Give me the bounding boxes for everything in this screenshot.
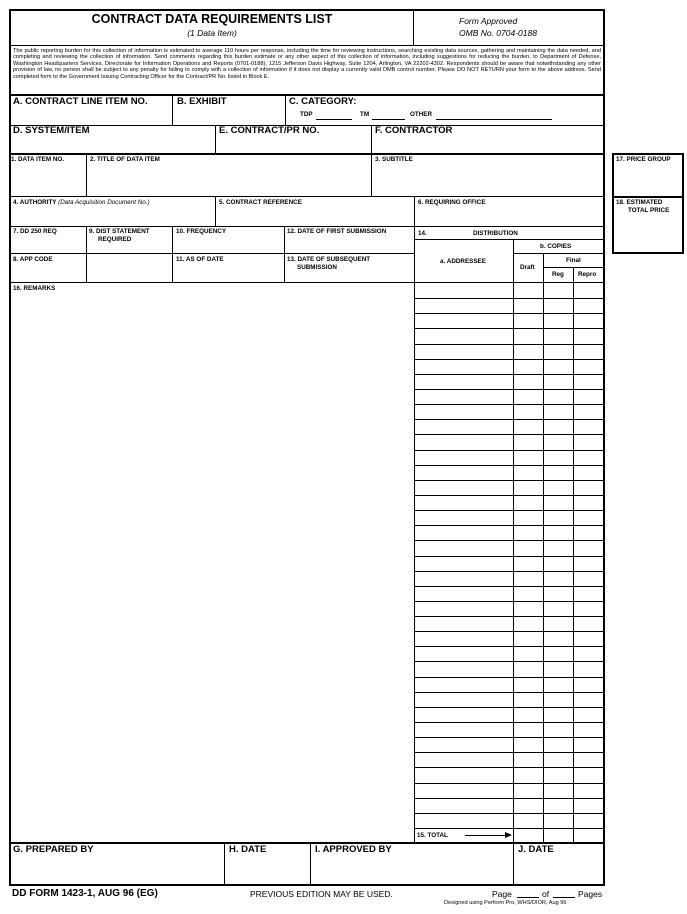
block-a-label: A. CONTRACT LINE ITEM NO. xyxy=(13,96,148,107)
block-h-label: H. DATE xyxy=(229,844,267,855)
designed-note: Designed using Perform Pro, WHS/DIOR, Aug 96 xyxy=(444,900,567,906)
distribution-row xyxy=(414,359,603,360)
distribution-row xyxy=(414,298,603,299)
requiring-office-input[interactable] xyxy=(417,210,605,224)
category-other-label: OTHER xyxy=(410,111,433,118)
data-item-title-input[interactable] xyxy=(89,172,373,192)
row-def-bottom xyxy=(9,153,605,155)
side-bottom xyxy=(612,252,684,254)
block-4-label: 4. AUTHORITY (Data Acquisition Document No.) xyxy=(13,199,150,206)
block-f-label: F. CONTRACTOR xyxy=(375,125,453,136)
remarks-right-border xyxy=(414,226,415,842)
frequency-input[interactable] xyxy=(175,238,286,252)
distribution-row xyxy=(414,419,603,420)
distribution-row xyxy=(414,586,603,587)
prepared-by-input[interactable] xyxy=(12,860,224,880)
copies-bottom xyxy=(513,253,604,254)
final-header: Final xyxy=(566,257,581,264)
block-i-label: I. APPROVED BY xyxy=(315,844,392,855)
distribution-row xyxy=(414,434,603,435)
burden-notice: The public reporting burden for this collection of information is estimated to average 110 hours per response, including the time for reviewing instructions, searching existing data sources, gathering and maintaining the data needed, and completing and reviewing the collection of information. Send comments regarding this burden estimate or any other aspect of this collection of information, including suggestions for reducing the burden, to Department of Defense, Washington Headquarters Services, Directorate for Information Operations and Reports (0701-0188), 1215 Jefferson Davis Highway, Suite 1204, Arlington, VA 22202-4302. Respondents should be aware that notwithstanding any other provision of law, no person shall be subject to any penalty for failing to comply with a collection of information if it does not display a currently valid OMB control number. Please DO NOT RETURN your form to the above address. Send completed form to the Government Issuing Contracting Officer for the Contract/PR No. listed in Block E. xyxy=(13,48,601,80)
system-item-input[interactable] xyxy=(12,138,216,152)
distribution-row xyxy=(414,556,603,557)
distribution-row xyxy=(414,828,603,829)
distribution-row xyxy=(414,707,603,708)
distribution-row xyxy=(414,540,603,541)
form-subtitle: (1 Data Item) xyxy=(187,28,237,38)
distribution-row xyxy=(414,465,603,466)
block-9-label-2: REQUIRED xyxy=(98,236,132,243)
approved-by-input[interactable] xyxy=(314,860,514,880)
distribution-row xyxy=(414,601,603,602)
distribution-row xyxy=(414,737,603,738)
block-1-label: 1. DATA ITEM NO. xyxy=(11,156,65,163)
header-bottom xyxy=(9,45,605,46)
row-123-bottom xyxy=(9,196,605,197)
divider-gh xyxy=(224,843,225,885)
block-18-label-1: 18. ESTIMATED xyxy=(616,199,663,206)
remarks-bottom xyxy=(9,842,605,844)
distribution-row xyxy=(414,495,603,496)
block-12-label: 12. DATE OF FIRST SUBMISSION xyxy=(287,228,387,235)
block-b-label: B. EXHIBIT xyxy=(177,96,227,107)
row-456-bottom xyxy=(9,226,605,227)
distribution-row xyxy=(414,450,603,451)
repro-header: Repro xyxy=(578,271,597,278)
pages-label: Pages xyxy=(578,889,603,899)
page-total-field[interactable] xyxy=(553,889,575,898)
contract-reference-input[interactable] xyxy=(218,210,416,224)
distribution-row xyxy=(414,374,603,375)
form-approved: Form Approved xyxy=(459,16,518,26)
contract-line-item-input[interactable] xyxy=(12,108,174,122)
form-title: CONTRACT DATA REQUIREMENTS LIST xyxy=(91,12,333,26)
divider-hi xyxy=(310,843,311,885)
distribution-row xyxy=(414,767,603,768)
divider-23 xyxy=(371,154,372,196)
page-label: Page xyxy=(492,889,512,899)
dd250-req-input[interactable] xyxy=(12,238,88,252)
distribution-row xyxy=(414,344,603,345)
block-5-label: 5. CONTRACT REFERENCE xyxy=(219,199,302,206)
category-tm-label: TM xyxy=(360,111,370,118)
side-left xyxy=(612,153,614,254)
distribution-row xyxy=(414,389,603,390)
approved-date-input[interactable] xyxy=(517,860,605,880)
divider-ij xyxy=(513,843,514,885)
distribution-row xyxy=(414,798,603,799)
divider-45 xyxy=(215,196,216,226)
frame-bottom xyxy=(9,884,605,886)
row-7-bottom xyxy=(9,253,415,254)
distribution-row xyxy=(414,661,603,662)
side-middle xyxy=(612,196,684,198)
as-of-date-input[interactable] xyxy=(175,266,286,280)
block-e-label: E. CONTRACT/PR NO. xyxy=(219,125,320,136)
block-6-label: 6. REQUIRING OFFICE xyxy=(418,199,486,206)
category-tm-field[interactable] xyxy=(372,111,405,120)
distribution-row xyxy=(414,571,603,572)
side-top xyxy=(612,153,684,155)
contractor-input[interactable] xyxy=(374,138,606,152)
distribution-row xyxy=(414,677,603,678)
block-14-label: 14. xyxy=(418,230,427,237)
distribution-row xyxy=(414,328,603,329)
price-group-input[interactable] xyxy=(615,170,684,192)
distribution-title: DISTRIBUTION xyxy=(473,230,518,237)
frame-left xyxy=(9,9,11,886)
block-7-label: 7. DD 250 REQ xyxy=(13,228,57,235)
copies-header: b. COPIES xyxy=(540,243,572,250)
block-g-label: G. PREPARED BY xyxy=(13,844,94,855)
authority-input[interactable] xyxy=(12,210,216,224)
divider-de xyxy=(215,125,216,153)
block-c-label: C. CATEGORY: xyxy=(289,96,357,107)
dist-col-2 xyxy=(543,253,544,842)
category-tdp-field[interactable] xyxy=(316,111,352,120)
block-17-label: 17. PRICE GROUP xyxy=(616,156,671,163)
block-9-label-1: 9. DIST STATEMENT xyxy=(89,228,150,235)
block-15-label: 15. TOTAL xyxy=(417,832,448,839)
distribution-row xyxy=(414,752,603,753)
exhibit-input[interactable] xyxy=(175,108,287,122)
dist-col-3 xyxy=(573,267,574,842)
distribution-row xyxy=(414,631,603,632)
remarks-textarea[interactable] xyxy=(12,296,414,836)
divider-56 xyxy=(414,196,415,226)
draft-header: Draft xyxy=(520,264,535,271)
total-arrow-shaft xyxy=(465,835,507,836)
data-item-no-input[interactable] xyxy=(11,172,88,192)
distribution-row xyxy=(414,616,603,617)
contract-pr-input[interactable] xyxy=(218,138,372,152)
category-other-field[interactable] xyxy=(436,111,552,120)
of-label: of xyxy=(542,889,550,899)
distribution-row xyxy=(414,525,603,526)
distribution-row xyxy=(414,480,603,481)
block-8-label: 8. APP CODE xyxy=(13,256,53,263)
header-divider xyxy=(413,9,414,45)
first-submission-input[interactable] xyxy=(287,238,416,252)
block-10-label: 10. FREQUENCY xyxy=(176,228,227,235)
reg-header: Reg xyxy=(552,271,564,278)
estimated-total-price-input[interactable] xyxy=(615,222,684,248)
divider-12 xyxy=(86,154,87,196)
block-3-label: 3. SUBTITLE xyxy=(375,156,413,163)
distribution-row xyxy=(414,404,603,405)
block-11-label: 11. AS OF DATE xyxy=(176,256,224,263)
addressee-header: a. ADDRESSEE xyxy=(440,258,486,265)
distribution-row xyxy=(414,692,603,693)
distribution-row xyxy=(414,813,603,814)
row-8-bottom xyxy=(9,282,605,283)
page-number-field[interactable] xyxy=(517,889,539,898)
distribution-row xyxy=(414,646,603,647)
total-arrow-icon xyxy=(505,832,512,838)
distribution-row xyxy=(414,313,603,314)
omb-number: OMB No. 0704-0188 xyxy=(459,28,537,38)
distribution-row xyxy=(414,722,603,723)
block-d-label: D. SYSTEM/ITEM xyxy=(13,125,90,136)
divider-ab xyxy=(172,95,173,125)
block-18-label-2: TOTAL PRICE xyxy=(628,207,670,214)
dist-statement-input[interactable] xyxy=(89,256,175,278)
app-code-input[interactable] xyxy=(12,266,88,280)
edition-note: PREVIOUS EDITION MAY BE USED. xyxy=(250,889,393,899)
prepared-date-input[interactable] xyxy=(228,860,312,880)
block-j-label: J. DATE xyxy=(518,844,554,855)
distribution-row xyxy=(414,783,603,784)
subtitle-input[interactable] xyxy=(374,172,606,192)
divider-bc xyxy=(285,95,286,125)
block-13-label-1: 13. DATE OF SUBSEQUENT xyxy=(287,256,371,263)
distribution-title-bottom xyxy=(414,239,604,240)
distribution-row xyxy=(414,510,603,511)
block-16-label: 16. REMARKS xyxy=(13,285,56,292)
divider-ef xyxy=(371,125,372,153)
frame-top xyxy=(9,9,605,11)
block-13-label-2: SUBMISSION xyxy=(297,264,337,271)
form-id: DD FORM 1423-1, AUG 96 (EG) xyxy=(12,888,158,899)
divider-910 xyxy=(172,226,173,283)
block-2-label: 2. TITLE OF DATA ITEM xyxy=(90,156,160,163)
category-tdp-label: TDP xyxy=(300,111,313,118)
